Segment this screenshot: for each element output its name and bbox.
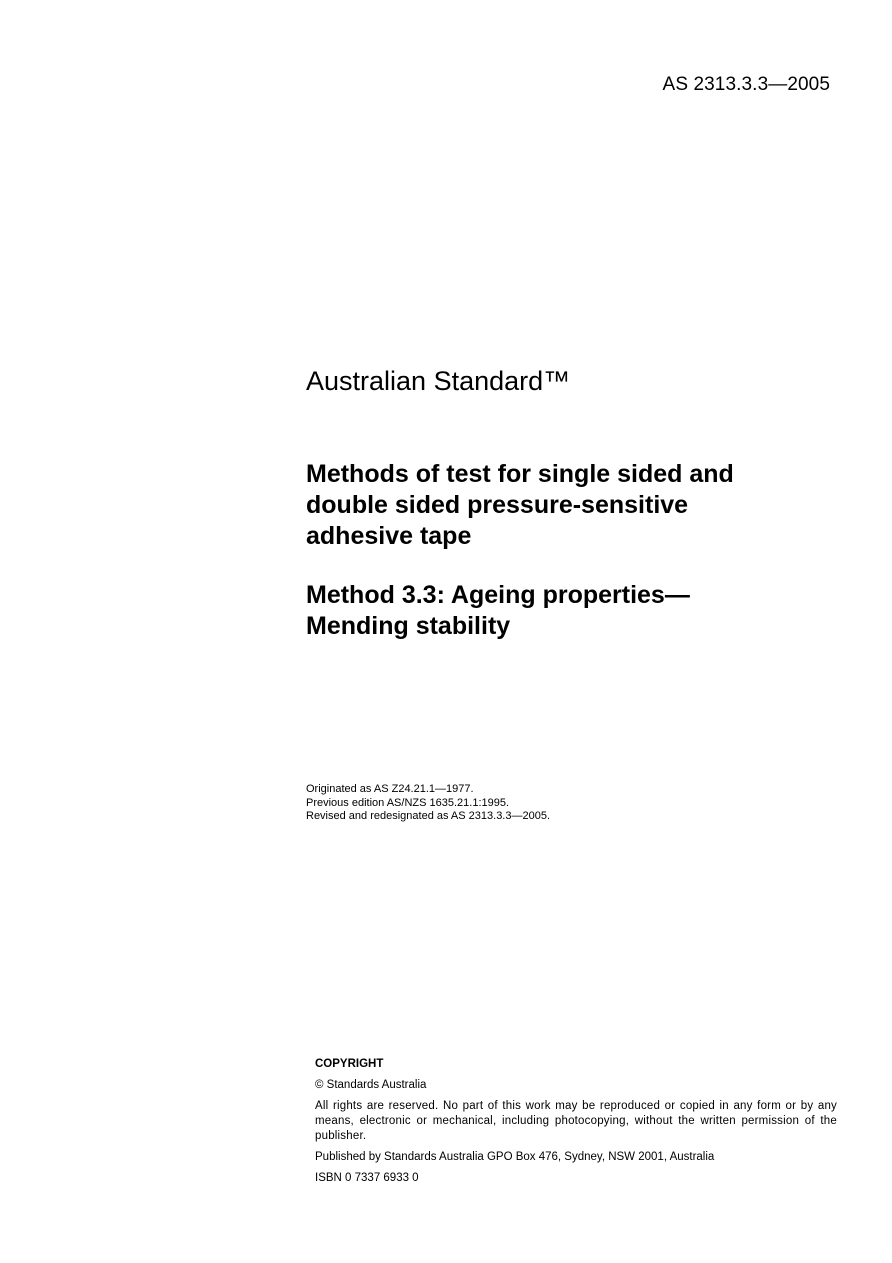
document-number: AS 2313.3.3—2005	[662, 74, 830, 95]
title-line: double sided pressure-sensitive	[306, 491, 689, 519]
method-line: Mending stability	[306, 612, 511, 640]
copyright-heading: COPYRIGHT	[315, 1058, 384, 1070]
title-line: adhesive tape	[306, 522, 472, 550]
history-line: Revised and redesignated as AS 2313.3.3—2005.	[306, 810, 551, 822]
document-title	[306, 459, 846, 552]
copyright-block	[315, 1057, 837, 1192]
copyright-notice: All rights are reserved. No part of this work may be reproduced or copied in any form or by any means, electronic or mechanical, including photocopying, without the written permission of the publisher.	[315, 1100, 837, 1142]
method-title	[306, 580, 846, 642]
edition-history	[306, 783, 550, 824]
history-line: Previous edition AS/NZS 1635.21.1:1995.	[306, 796, 510, 809]
publisher-address: Published by Standards Australia GPO Box 476, Sydney, NSW 2001, Australia	[315, 1151, 715, 1163]
history-line: Originated as AS Z24.21.1—1977.	[306, 783, 474, 795]
title-line: Methods of test for single sided and	[306, 460, 734, 488]
copyright-owner: © Standards Australia	[315, 1079, 427, 1091]
method-line: Method 3.3: Ageing properties—	[306, 581, 690, 609]
isbn: ISBN 0 7337 6933 0	[315, 1172, 419, 1184]
series-title: Australian Standard™	[306, 366, 571, 396]
